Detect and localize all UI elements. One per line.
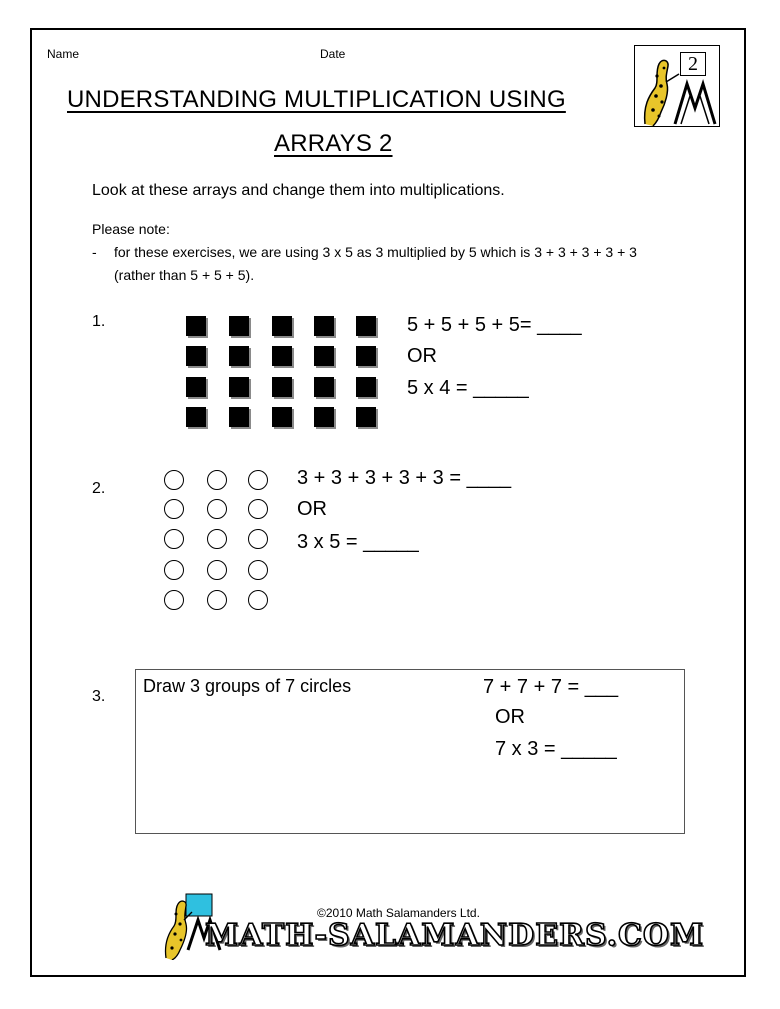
site-name: MATH-SALAMANDERS.COM bbox=[205, 918, 705, 953]
array-circle bbox=[164, 590, 184, 610]
question-2-or: OR bbox=[297, 498, 327, 520]
array-circle bbox=[248, 499, 268, 519]
array-square bbox=[229, 407, 249, 427]
note-heading: Please note: bbox=[92, 221, 170, 237]
worksheet-frame bbox=[30, 28, 746, 977]
array-square bbox=[229, 377, 249, 397]
array-circle bbox=[248, 470, 268, 490]
array-square bbox=[314, 377, 334, 397]
page-title-line2: ARRAYS 2 bbox=[274, 130, 393, 157]
array-square bbox=[356, 316, 376, 336]
question-2-multiplication: 3 x 5 = _____ bbox=[297, 531, 419, 553]
array-square bbox=[186, 316, 206, 336]
note-line2: (rather than 5 + 5 + 5). bbox=[114, 267, 255, 283]
question-2-number: 2. bbox=[92, 480, 106, 497]
question-2-addition: 3 + 3 + 3 + 3 + 3 = ____ bbox=[297, 467, 512, 489]
question-3-or: OR bbox=[495, 706, 525, 728]
array-circle bbox=[164, 560, 184, 580]
array-square bbox=[314, 316, 334, 336]
array-circle bbox=[248, 560, 268, 580]
name-label: Name bbox=[47, 47, 80, 61]
array-square bbox=[272, 346, 292, 366]
array-square bbox=[229, 316, 249, 336]
question-1-addition: 5 + 5 + 5 + 5= ____ bbox=[407, 314, 582, 336]
note-dash: - bbox=[92, 244, 97, 260]
array-square bbox=[356, 407, 376, 427]
array-circle bbox=[164, 470, 184, 490]
array-square bbox=[229, 346, 249, 366]
array-circle bbox=[207, 590, 227, 610]
array-square bbox=[186, 377, 206, 397]
array-square bbox=[272, 407, 292, 427]
array-square bbox=[272, 316, 292, 336]
array-circle bbox=[207, 499, 227, 519]
copyright-text: ©2010 Math Salamanders Ltd. bbox=[317, 906, 480, 920]
instructions-text: Look at these arrays and change them into multiplications. bbox=[92, 182, 505, 199]
array-circle bbox=[248, 590, 268, 610]
question-1-multiplication: 5 x 4 = _____ bbox=[407, 377, 529, 399]
question-3-number: 3. bbox=[92, 688, 106, 705]
array-square bbox=[272, 377, 292, 397]
array-circle bbox=[207, 470, 227, 490]
question-3-addition: 7 + 7 + 7 = ___ bbox=[483, 676, 619, 698]
array-circle bbox=[248, 529, 268, 549]
page-title-line1: UNDERSTANDING MULTIPLICATION USING bbox=[67, 86, 566, 113]
array-circle bbox=[207, 560, 227, 580]
note-line1: for these exercises, we are using 3 x 5 as 3 multiplied by 5 which is 3 + 3 + 3 + 3 + 3 bbox=[114, 244, 637, 260]
salamander-m-icon bbox=[635, 46, 721, 128]
array-square bbox=[314, 346, 334, 366]
array-circle bbox=[207, 529, 227, 549]
array-square bbox=[186, 346, 206, 366]
question-3-multiplication: 7 x 3 = _____ bbox=[495, 738, 617, 760]
array-square bbox=[356, 377, 376, 397]
array-square bbox=[356, 346, 376, 366]
date-label: Date bbox=[320, 47, 346, 61]
question-3-prompt: Draw 3 groups of 7 circles bbox=[143, 676, 352, 696]
question-1-or: OR bbox=[407, 345, 437, 367]
array-square bbox=[186, 407, 206, 427]
array-circle bbox=[164, 529, 184, 549]
question-1-number: 1. bbox=[92, 313, 106, 330]
array-circle bbox=[164, 499, 184, 519]
level-badge: 2 bbox=[680, 52, 706, 76]
array-square bbox=[314, 407, 334, 427]
level-logo bbox=[634, 45, 720, 127]
